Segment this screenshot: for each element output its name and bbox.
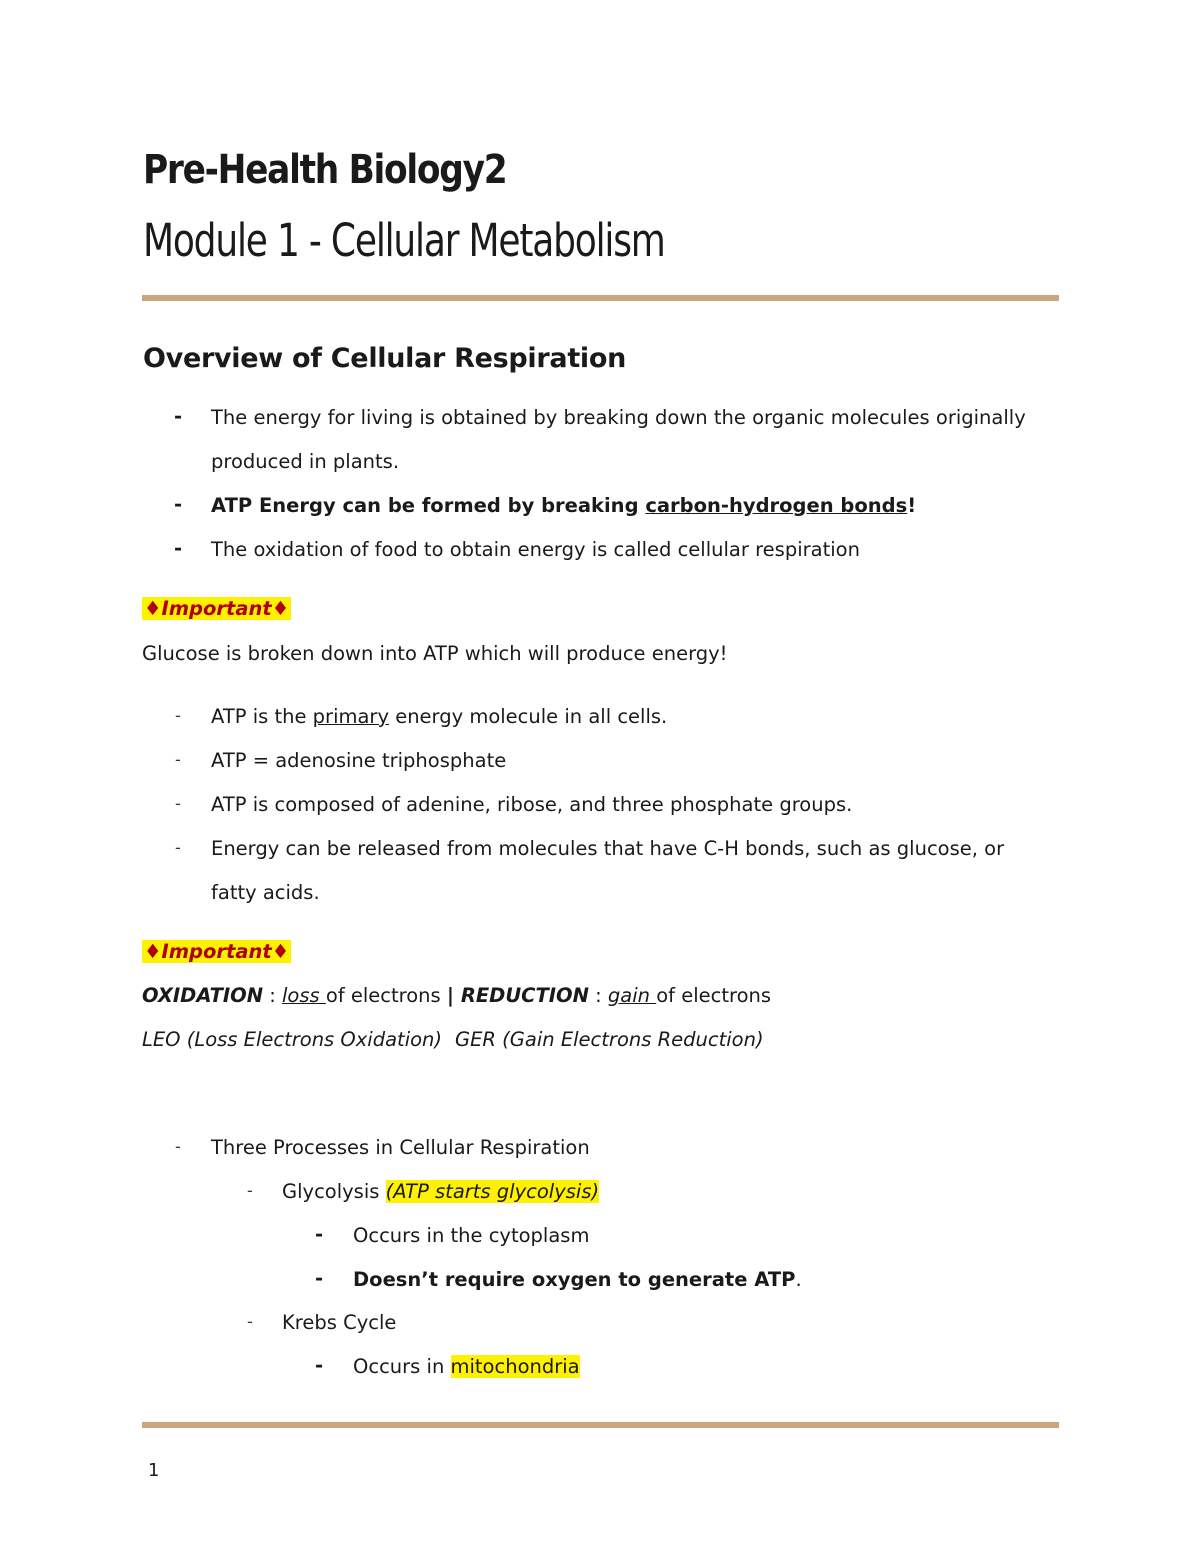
oxidation-term: OXIDATION xyxy=(142,984,264,1007)
bullet-text: The energy for living is obtained by breaking down the organic molecules originally xyxy=(211,406,1026,429)
list-dash: - xyxy=(175,1137,181,1156)
gain-term: gain xyxy=(607,984,657,1007)
leo-mnemonic: LEO (Loss Electrons Oxidation) xyxy=(142,1028,443,1051)
header-divider xyxy=(142,295,1059,301)
list-item-part: . xyxy=(795,1268,802,1291)
list-item-part: Glycolysis xyxy=(282,1180,386,1203)
page-number: 1 xyxy=(148,1460,160,1481)
reduction-term: REDUCTION xyxy=(454,984,589,1007)
underlined-term: carbon-hydrogen bonds xyxy=(645,494,908,517)
text-part: of electrons xyxy=(325,984,447,1007)
oxidation-reduction-line xyxy=(142,984,771,1008)
bullet-text-bold xyxy=(211,494,916,518)
important-label-text: ♦Important♦ xyxy=(144,940,290,963)
paragraph: Glucose is broken down into ATP which will produce energy! xyxy=(142,642,728,665)
list-item xyxy=(211,705,667,729)
bold-text: Doesn’t require oxygen to generate ATP xyxy=(353,1268,796,1291)
list-item-glycolysis xyxy=(282,1180,599,1204)
list-item xyxy=(353,1355,580,1379)
list-item-part: Occurs in xyxy=(353,1355,451,1378)
separator: : xyxy=(588,984,608,1007)
list-item: Energy can be released from molecules that have C-H bonds, such as glucose, or xyxy=(211,837,1005,860)
footer-divider xyxy=(142,1422,1059,1428)
highlighted-note: (ATP starts glycolysis) xyxy=(385,1180,600,1203)
list-item-continued: fatty acids. xyxy=(211,881,320,904)
loss-term: loss xyxy=(282,984,326,1007)
list-dash: - xyxy=(175,706,181,725)
underlined-term: primary xyxy=(312,705,389,728)
list-item xyxy=(353,1268,802,1292)
bullet-dash: - xyxy=(315,1354,324,1377)
important-label xyxy=(142,940,291,963)
list-item-part: energy molecule in all cells. xyxy=(389,705,668,728)
bullet-dash: - xyxy=(174,537,183,560)
highlighted-term: mitochondria xyxy=(450,1355,580,1378)
list-item: ATP = adenosine triphosphate xyxy=(211,749,507,772)
list-dash: - xyxy=(247,1312,253,1331)
bullet-dash: - xyxy=(315,1267,324,1290)
divider-bar: | xyxy=(446,984,455,1007)
list-dash: - xyxy=(175,794,181,813)
important-label xyxy=(142,597,291,620)
document-subtitle: Module 1 - Cellular Metabolism xyxy=(143,214,665,267)
list-item: Occurs in the cytoplasm xyxy=(353,1224,590,1247)
bullet-text-continued: produced in plants. xyxy=(211,450,400,473)
list-item-krebs: Krebs Cycle xyxy=(282,1311,397,1334)
ger-mnemonic: GER (Gain Electrons Reduction) xyxy=(455,1028,764,1051)
separator: : xyxy=(263,984,283,1007)
list-item: ATP is composed of adenine, ribose, and three phosphate groups. xyxy=(211,793,853,816)
list-dash: - xyxy=(247,1181,253,1200)
list-dash: - xyxy=(175,750,181,769)
bullet-dash: - xyxy=(315,1223,324,1246)
list-item-part: ATP is the xyxy=(211,705,313,728)
list-dash: - xyxy=(175,838,181,857)
bullet-text-part: ATP Energy can be formed by breaking xyxy=(211,494,646,517)
bullet-dash: - xyxy=(174,493,183,516)
text-part: of electrons xyxy=(656,984,772,1007)
bullet-dash: - xyxy=(174,405,183,428)
bullet-text-part: ! xyxy=(907,494,917,517)
section-heading: Overview of Cellular Respiration xyxy=(143,343,627,374)
document-title: Pre-Health Biology2 xyxy=(143,147,507,193)
important-label-text: ♦Important♦ xyxy=(144,597,290,620)
bullet-text: The oxidation of food to obtain energy is called cellular respiration xyxy=(211,538,860,561)
list-item: Three Processes in Cellular Respiration xyxy=(211,1136,590,1159)
